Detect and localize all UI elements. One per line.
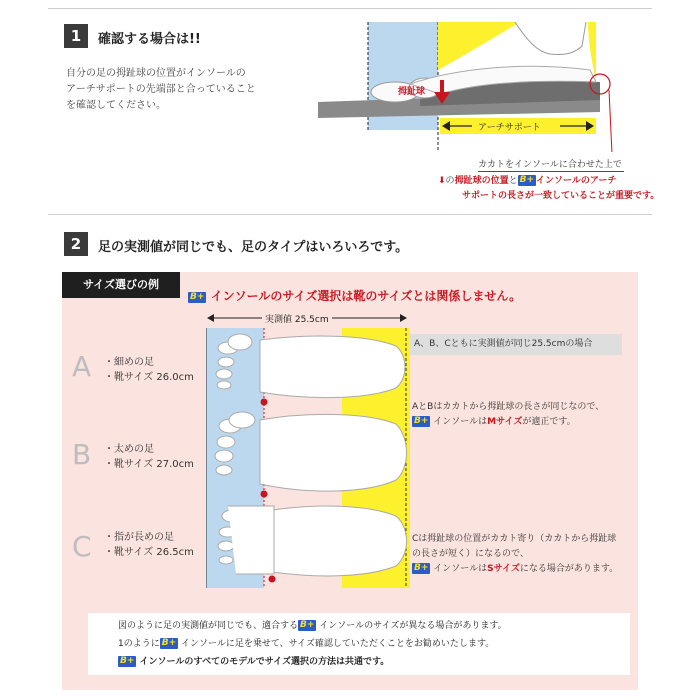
note-line-1: カカトをインソールに合わせた上で — [478, 157, 624, 172]
b-plus-logo: B+ — [190, 292, 205, 302]
step-1-number: 1 — [64, 24, 88, 48]
arch-support-label: アーチサポート — [478, 123, 541, 133]
feet-comparison-diagram — [206, 328, 410, 588]
step-2-title: 足の実測値が同じでも、足のタイプはいろいろです。 — [98, 240, 409, 255]
b-plus-logo: B+ — [414, 416, 429, 426]
note-line-2: ⬇の拇趾球の位置と B+ インソールのアーチ — [438, 175, 617, 186]
foot-c — [218, 506, 407, 583]
yellow-region-left — [438, 22, 520, 70]
step-2-number: 2 — [64, 232, 88, 256]
section-divider — [48, 214, 652, 215]
top-divider — [48, 8, 652, 9]
summary-line-3: B+ インソールのすべてのモデルでサイズ選択の方法は共通です。 — [120, 656, 390, 667]
summary-line-1: 図のように足の実測値が同じでも、適合する B+ インソールのサイズが異なる場合があります。 — [118, 620, 507, 631]
row-b-label: ・太めの足 ・靴サイズ 27.0cm — [104, 444, 194, 470]
row-a-letter: A — [72, 350, 92, 383]
step-1-title: 確認する場合は!! — [98, 32, 201, 47]
row-c-letter: C — [72, 530, 92, 563]
note-line-3: サポートの長さが一致していることが重要です。 — [462, 191, 660, 201]
b-plus-logo: B+ — [161, 638, 177, 648]
summary-line-2: 1のように B+ インソールに足を乗せて、サイズ確認していただくことをお勧めいたします。 — [118, 638, 495, 649]
ab-explanation: AとBはカカトから拇趾球の長さが同じなので、 B+ インソールはMサイズが適正です。 — [412, 402, 605, 427]
insole-size-notice: B+ インソールのサイズ選択は靴のサイズとは関係しません。 — [190, 289, 522, 303]
row-b-letter: B — [72, 438, 92, 471]
measurement-label: 実測値 25.5cm — [262, 312, 332, 325]
b-plus-logo: B+ — [300, 620, 315, 630]
row-a-label: ・細めの足 ・靴サイズ 26.0cm — [104, 357, 194, 383]
b-plus-logo: B+ — [519, 175, 534, 185]
insole-check-illustration — [300, 22, 640, 152]
row-c-label: ・指が長めの足 ・靴サイズ 26.5cm — [104, 532, 194, 558]
c-explanation: Cは拇趾球の位置がカカト寄り（カカトから拇趾球 の長さが短く）になるので、 B+ インソールはSサイズになる場合があります。 — [412, 534, 619, 574]
ankle-outline — [515, 22, 586, 55]
down-arrow-icon: ⬇ — [438, 176, 446, 186]
size-example-tag: サイズ選びの例 — [62, 272, 180, 298]
b-plus-logo: B+ — [120, 656, 135, 666]
boshikyu-label: 拇趾球 — [398, 87, 426, 97]
step-1-description: 自分の足の拇趾球の位置がインソールの アーチサポートの先端部と合っていること を確認してください。 — [66, 68, 256, 111]
same-measurement-note: A、B、Cともに実測値が同じ25.5cmの場合 — [410, 334, 622, 355]
b-plus-logo: B+ — [414, 563, 429, 573]
